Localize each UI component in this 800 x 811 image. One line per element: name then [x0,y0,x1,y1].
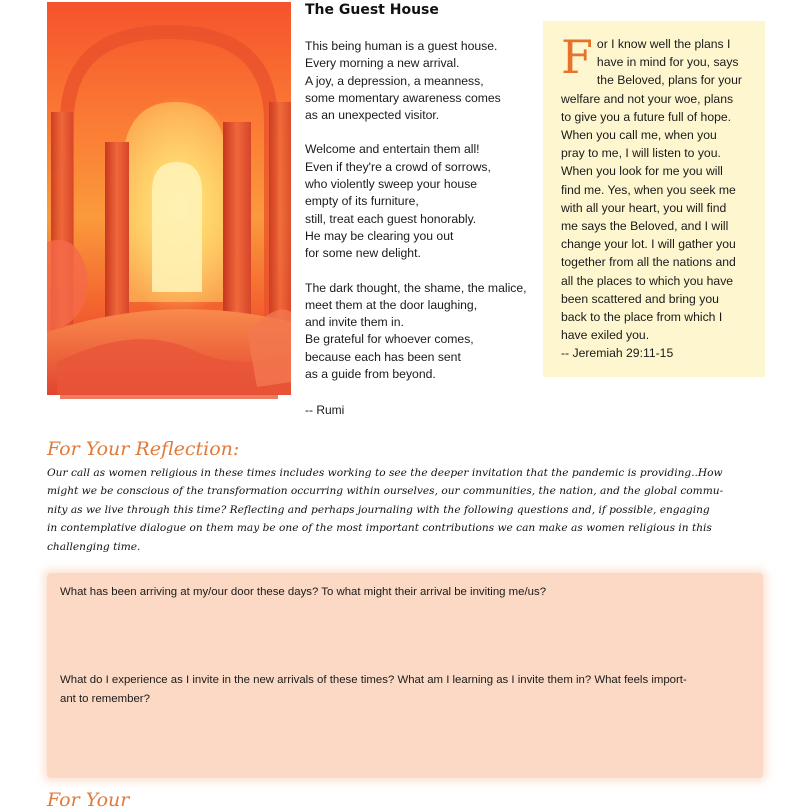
quote-line: have exiled you. [561,328,650,343]
poem-stanza [305,141,540,262]
reflection-questions-box [47,573,763,778]
poem-title: The Guest House [305,2,439,18]
question-line: ant to remember? [60,693,150,705]
quote-line: back to the place from which I [561,310,723,325]
quote-line: me says the Beloved, and I will [561,219,729,234]
reflection-line: in contemplative dialogue on them may be one of the most important contributions we can make as women religious in this [47,522,712,535]
quote-line: find me. Yes, when you seek me [561,182,736,197]
poem-line: because each has been sent [305,349,461,364]
next-section-heading: For Your [47,789,130,811]
poem-line: The dark thought, the shame, the malice, [305,280,527,295]
question-line: What do I experience as I invite in the new arrivals of these times? What am I learning as I invite them in? What feels import- [60,674,687,686]
archway-illustration [47,2,291,395]
reflection-line: nity as we live through this time? Reflecting and perhaps journaling with the following questions and, if possible, engaging [47,503,710,516]
reflection-line: Our call as women religious in these times includes working to see the deeper invitation that the pandemic is providing..How [47,467,723,479]
poem-line: This being human is a guest house. [305,39,498,53]
poem-line: Even if they're a crowd of sorrows, [305,159,491,174]
poem-line: who violently sweep your house [305,177,478,192]
quote-line: to give you a future full of hope. [561,109,732,124]
poem-line: Every morning a new arrival. [305,56,460,71]
poem-line: Be grateful for whoever comes, [305,332,474,347]
quote-line: have in mind for you, says [596,55,739,70]
quote-citation: -- Jeremiah 29:11-15 [561,346,674,361]
quote-line: When you look for me you will [561,164,723,179]
poem-line: Welcome and entertain them all! [305,142,480,157]
question-1 [60,583,546,602]
poem-body [305,38,540,400]
question-line: What has been arriving at my/our door these days? To what might their arrival be inviting me/us? [60,586,547,598]
quote-line: or I know well the plans I [596,37,731,51]
poem-line: A joy, a depression, a meanness, [305,73,484,88]
scripture-quote-box [543,21,765,377]
poem-author: -- Rumi [305,403,345,417]
poem-line: and invite them in. [305,315,404,330]
question-2 [60,671,687,709]
reflection-line: might we be conscious of the transformation occurring within ourselves, our communities, the nation, and the global commu- [47,485,724,498]
poem-line: some momentary awareness comes [305,90,501,105]
quote-line: the Beloved, plans for your [596,73,742,88]
poem-line: as a guide from beyond. [305,367,436,382]
poem-line: still, treat each guest honorably. [305,211,477,226]
reflection-paragraph [47,464,752,556]
reflection-line: challenging time. [47,540,141,553]
quote-line: together from all the nations and [561,255,736,270]
poem-line: meet them at the door laughing, [305,297,478,312]
reflection-heading: For Your Reflection: [47,438,240,460]
quote-line: with all your heart, you will find [561,200,727,215]
quote-line: change your lot. I will gather you [561,237,736,252]
quote-line: welfare and not your woe, plans [561,91,734,106]
poem-stanza [305,280,540,384]
quote-line: been scattered and bring you [561,291,719,306]
poem-stanza [305,38,540,124]
quote-line: all the places to which you have [561,273,734,288]
quote-line: pray to me, I will listen to you. [561,146,721,161]
sunlit-archway-image [47,2,291,395]
poem-line: for some new delight. [305,246,421,261]
quote-line: When you call me, when you [561,128,717,143]
poem-line: He may be clearing you out [305,228,454,243]
poem-line: as an unexpected visitor. [305,108,440,123]
quote-drop-cap: F [561,30,593,84]
poem-line: empty of its furniture, [305,194,419,209]
